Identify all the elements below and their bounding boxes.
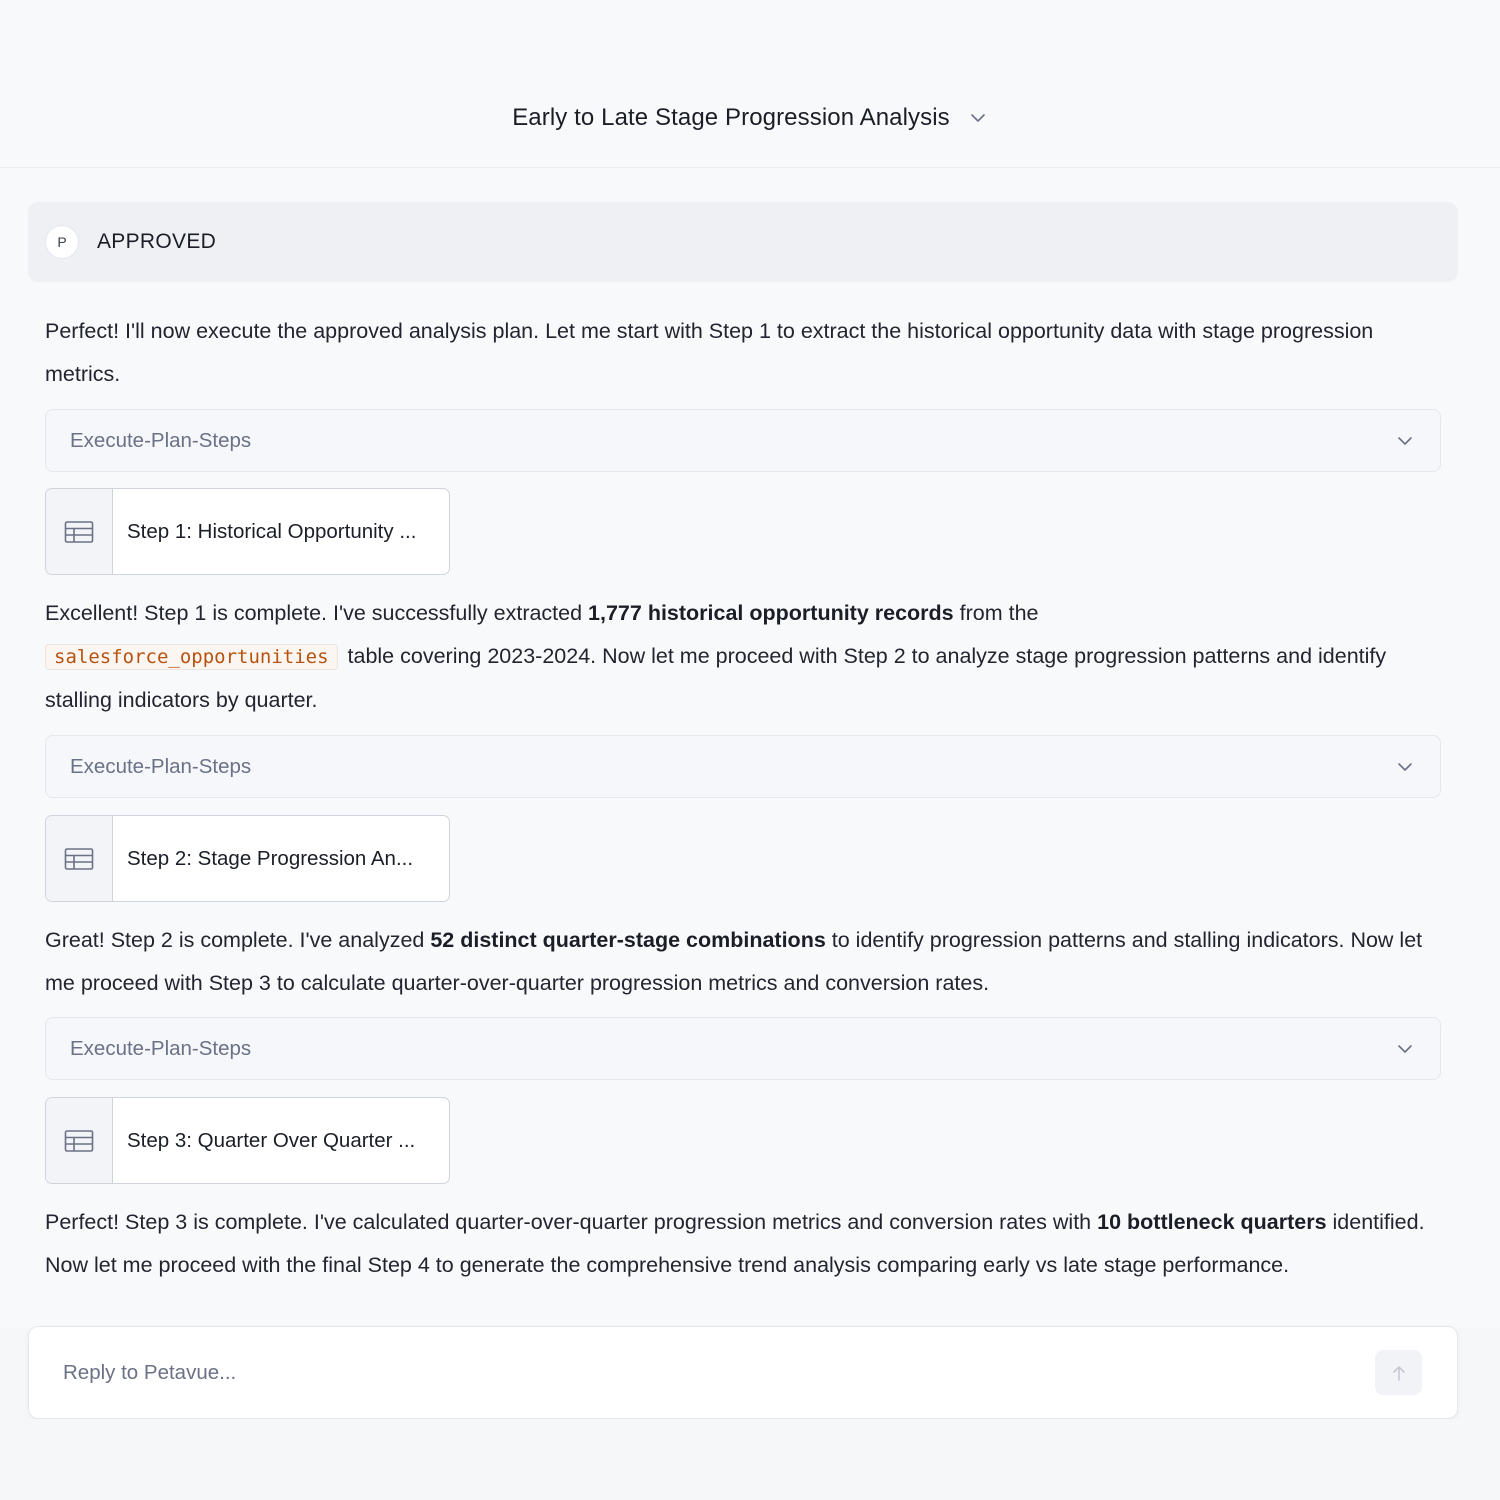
step-icon-box	[46, 1098, 113, 1183]
tool-call-dropdown[interactable]	[45, 409, 1441, 472]
table-icon	[64, 1129, 94, 1153]
reply-input[interactable]	[63, 1357, 1343, 1389]
title-selector[interactable]	[0, 104, 1500, 132]
message-text: Great! Step 2 is complete. I've analyzed	[45, 928, 431, 952]
assistant-message	[45, 310, 1440, 396]
approval-status: APPROVED	[97, 230, 217, 253]
message-text: table covering 2023-2024. Now let me proceed with Step 2 to analyze stage progression patterns and identify stalling indicators by quarter.	[45, 644, 1387, 712]
step-card[interactable]	[45, 488, 450, 575]
message-text: to identify progression patterns and stalling indicators. Now let me proceed with Step 3 to calculate quarter-over-quarter progression metrics and conversion rates.	[45, 928, 1423, 995]
message-highlight: 1,777 historical opportunity records	[588, 601, 954, 625]
table-icon	[64, 847, 94, 871]
message-text: identified. Now let me proceed with the final Step 4 to generate the comprehensive trend analysis comparing early vs late stage performance.	[45, 1210, 1425, 1277]
tool-call-label: Execute-Plan-Steps	[70, 754, 252, 778]
message-text: Perfect! Step 3 is complete. I've calculated quarter-over-quarter progression metrics and conversion rates with	[45, 1210, 1098, 1234]
tool-call-label: Execute-Plan-Steps	[70, 428, 252, 452]
step-icon-box	[46, 489, 113, 574]
scroll-fade	[0, 1286, 1500, 1328]
message-highlight: 52 distinct quarter-stage combinations	[430, 928, 826, 952]
message-highlight: 10 bottleneck quarters	[1097, 1210, 1327, 1234]
conversation	[0, 168, 1500, 1328]
table-icon	[64, 520, 94, 544]
inline-code: salesforce_opportunities	[45, 644, 338, 670]
step-card[interactable]	[45, 815, 450, 902]
assistant-message	[45, 1201, 1440, 1287]
avatar: P	[45, 225, 79, 259]
send-button[interactable]	[1375, 1350, 1422, 1395]
step-icon-box	[46, 816, 113, 901]
message-text: from the	[953, 601, 1039, 625]
chevron-down-icon[interactable]	[1394, 756, 1416, 778]
assistant-message	[45, 919, 1440, 1005]
assistant-message	[45, 592, 1440, 722]
chevron-down-icon[interactable]	[1394, 430, 1416, 452]
approval-message	[28, 202, 1458, 282]
step-card[interactable]	[45, 1097, 450, 1184]
step-label: Step 1: Historical Opportunity ...	[127, 519, 417, 543]
chevron-down-icon[interactable]	[1394, 1038, 1416, 1060]
tool-call-dropdown[interactable]	[45, 735, 1441, 798]
arrow-up-icon	[1391, 1364, 1407, 1382]
chevron-down-icon[interactable]	[968, 108, 988, 128]
header	[0, 0, 1500, 168]
tool-call-dropdown[interactable]	[45, 1017, 1441, 1080]
reply-composer	[28, 1326, 1458, 1419]
message-text: Excellent! Step 1 is complete. I've successfully extracted	[45, 601, 589, 625]
footer-area	[0, 1419, 1500, 1500]
page-title: Early to Late Stage Progression Analysis	[512, 104, 950, 131]
step-label: Step 3: Quarter Over Quarter ...	[127, 1128, 416, 1152]
step-label: Step 2: Stage Progression An...	[127, 846, 414, 870]
message-text: Perfect! I'll now execute the approved analysis plan. Let me start with Step 1 to extract the historical opportunity data with stage progression metrics.	[45, 319, 1374, 386]
tool-call-label: Execute-Plan-Steps	[70, 1036, 252, 1060]
